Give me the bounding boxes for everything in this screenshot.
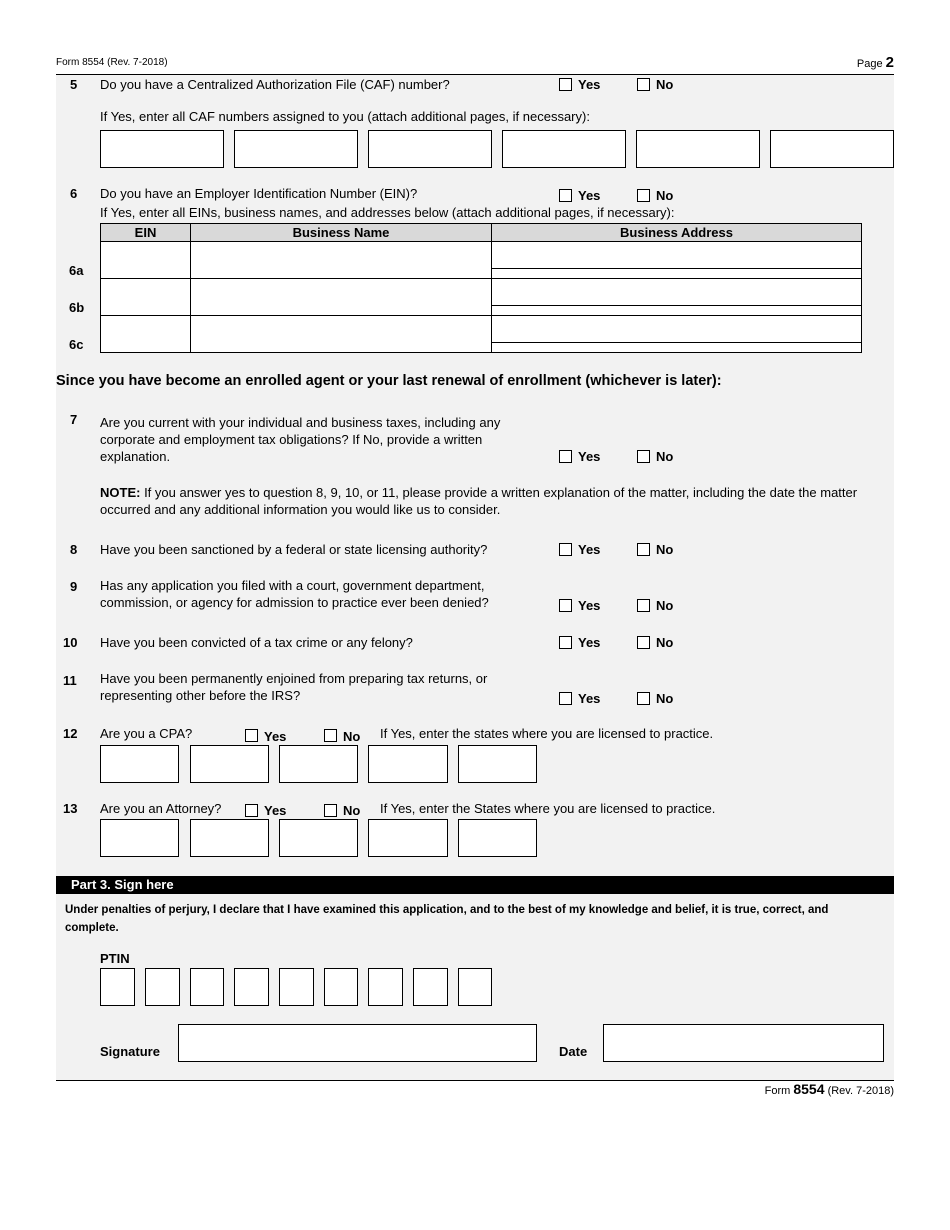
q12-no-checkbox[interactable] (324, 729, 337, 742)
ptin-digit-1[interactable] (100, 968, 135, 1006)
q13-question: Are you an Attorney? (100, 801, 222, 816)
q9-yes-label: Yes (578, 598, 601, 613)
q5-yes-checkbox[interactable] (559, 78, 572, 91)
q13-number: 13 (63, 801, 78, 816)
q13-no-label: No (343, 803, 361, 818)
q7-line-2: corporate and employment tax obligations? If No, provide a written (100, 432, 483, 447)
q6-question: Do you have an Employer Identification Number (EIN)? (100, 186, 418, 201)
ptin-digit-3[interactable] (190, 968, 224, 1006)
q11-yes-checkbox[interactable] (559, 692, 572, 705)
q6-yes-label: Yes (578, 188, 601, 203)
caf-number-field-3[interactable] (368, 130, 492, 168)
business-address-field-6c[interactable] (492, 316, 862, 353)
row-label-6a: 6a (69, 263, 84, 278)
q7-yes-label: Yes (578, 449, 601, 464)
ptin-digit-8[interactable] (413, 968, 448, 1006)
ptin-digit-4[interactable] (234, 968, 269, 1006)
q12-yes-label: Yes (264, 729, 287, 744)
ein-table (100, 223, 862, 353)
cpa-state-field-4[interactable] (368, 745, 448, 783)
q5-yes-label: Yes (578, 77, 601, 92)
table-row (101, 279, 862, 316)
q10-no-checkbox[interactable] (637, 636, 650, 649)
page-number: 2 (885, 54, 894, 71)
ptin-digit-2[interactable] (145, 968, 180, 1006)
q11-no-label: No (656, 691, 674, 706)
perjury-declaration: Under penalties of perjury, I declare that I have examined this application, and to the best of my knowledge and belief, it is true, correct, and complete. (65, 904, 829, 934)
attorney-state-field-1[interactable] (100, 819, 179, 857)
attorney-state-field-4[interactable] (368, 819, 448, 857)
table-row (101, 242, 862, 279)
date-field[interactable] (603, 1024, 884, 1062)
q12-number: 12 (63, 726, 78, 741)
q13-instruction: If Yes, enter the States where you are licensed to practice. (380, 801, 716, 816)
row-label-6c: 6c (69, 337, 84, 352)
business-address-field-6b[interactable] (492, 279, 862, 316)
signature-field[interactable] (178, 1024, 537, 1062)
q7-no-label: No (656, 449, 674, 464)
q6-no-label: No (656, 188, 674, 203)
cpa-state-field-3[interactable] (279, 745, 358, 783)
note-label: NOTE: (100, 485, 141, 500)
ptin-label: PTIN (100, 951, 130, 966)
q7-no-checkbox[interactable] (637, 450, 650, 463)
q12-yes-checkbox[interactable] (245, 729, 258, 742)
part3-header (56, 876, 894, 894)
q9-line-2: commission, or agency for admission to practice ever been denied? (100, 595, 489, 610)
page-indicator (857, 54, 894, 71)
header-rule (56, 74, 894, 75)
q12-question: Are you a CPA? (100, 726, 193, 741)
caf-number-field-6[interactable] (770, 130, 894, 168)
q5-question: Do you have a Centralized Authorization File (CAF) number? (100, 77, 450, 92)
q12-instruction: If Yes, enter the states where you are licensed to practice. (380, 726, 714, 741)
ein-field-6a[interactable] (101, 242, 191, 279)
q9-question (100, 577, 537, 611)
q9-number: 9 (70, 579, 78, 594)
q10-number: 10 (63, 635, 78, 650)
q8-number: 8 (70, 542, 78, 557)
cpa-state-field-5[interactable] (458, 745, 537, 783)
q5-no-label: No (656, 77, 674, 92)
footer-revision: (Rev. 7-2018) (827, 1085, 894, 1097)
q9-no-checkbox[interactable] (637, 599, 650, 612)
q7-line-1: Are you current with your individual and business taxes, including any (100, 415, 501, 430)
row-label-6b: 6b (69, 300, 85, 315)
col-ein: EIN (101, 224, 191, 242)
q8-no-label: No (656, 542, 674, 557)
q9-line-1: Has any application you filed with a court, government department, (100, 578, 485, 593)
footer-form-word: Form (764, 1085, 791, 1097)
footer-form-number: 8554 (793, 1081, 825, 1097)
q13-yes-checkbox[interactable] (245, 804, 258, 817)
q10-no-label: No (656, 635, 674, 650)
q7-question (100, 414, 537, 465)
business-name-field-6c[interactable] (191, 316, 492, 353)
q11-no-checkbox[interactable] (637, 692, 650, 705)
q11-question (100, 670, 537, 704)
caf-number-field-5[interactable] (636, 130, 760, 168)
cpa-state-field-1[interactable] (100, 745, 179, 783)
col-business-address: Business Address (492, 224, 862, 242)
q11-yes-label: Yes (578, 691, 601, 706)
date-label: Date (559, 1044, 588, 1059)
part3-title: Part 3. Sign here (71, 877, 174, 892)
q10-yes-label: Yes (578, 635, 601, 650)
form-id: Form 8554 (Rev. 7-2018) (56, 57, 168, 68)
ein-table-header (101, 224, 862, 242)
q8-yes-label: Yes (578, 542, 601, 557)
signature-label: Signature (100, 1044, 160, 1059)
caf-number-field-2[interactable] (234, 130, 358, 168)
q9-no-label: No (656, 598, 674, 613)
page-label: Page (856, 58, 883, 70)
ein-field-6b[interactable] (101, 279, 191, 316)
col-business-name: Business Name (191, 224, 492, 242)
q13-no-checkbox[interactable] (324, 804, 337, 817)
q6-instruction: If Yes, enter all EINs, business names, and addresses below (attach additional pages, if necessary): (100, 205, 675, 220)
q5-number: 5 (70, 77, 78, 92)
ptin-digit-5[interactable] (279, 968, 314, 1006)
ptin-digit-7[interactable] (368, 968, 403, 1006)
ptin-digit-6[interactable] (324, 968, 358, 1006)
table-row (101, 316, 862, 353)
attorney-state-field-2[interactable] (190, 819, 269, 857)
q10-yes-checkbox[interactable] (559, 636, 572, 649)
business-address-field-6a[interactable] (492, 242, 862, 279)
q5-no-checkbox[interactable] (637, 78, 650, 91)
q6-yes-checkbox[interactable] (559, 189, 572, 202)
q11-number: 11 (63, 673, 77, 688)
q7-yes-checkbox[interactable] (559, 450, 572, 463)
q11-line-1: Have you been permanently enjoined from preparing tax returns, or (100, 671, 488, 686)
q9-yes-checkbox[interactable] (559, 599, 572, 612)
q11-line-2: representing other before the IRS? (100, 688, 301, 703)
section-heading: Since you have become an enrolled agent or your last renewal of enrollment (whichever is later): (56, 373, 722, 389)
q5-instruction: If Yes, enter all CAF numbers assigned to you (attach additional pages, if necessary): (100, 109, 590, 124)
note-text: If you answer yes to question 8, 9, 10, or 11, please provide a written explanation of the matter, including the date the matter occurred and any additional information you would like us to consider. (100, 485, 858, 517)
q6-no-checkbox[interactable] (637, 189, 650, 202)
q6-number: 6 (70, 186, 78, 201)
note (100, 484, 890, 518)
q12-no-label: No (343, 729, 361, 744)
ptin-digit-9[interactable] (458, 968, 492, 1006)
q8-yes-checkbox[interactable] (559, 543, 572, 556)
ein-field-6c[interactable] (101, 316, 191, 353)
q7-number: 7 (70, 412, 78, 427)
q10-question: Have you been convicted of a tax crime or any felony? (100, 635, 413, 650)
footer-form-id (765, 1081, 894, 1097)
q13-yes-label: Yes (264, 803, 287, 818)
attorney-state-field-3[interactable] (279, 819, 358, 857)
attorney-state-field-5[interactable] (458, 819, 537, 857)
cpa-state-field-2[interactable] (190, 745, 269, 783)
business-name-field-6b[interactable] (191, 279, 492, 316)
caf-number-field-4[interactable] (502, 130, 626, 168)
business-name-field-6a[interactable] (191, 242, 492, 279)
q8-question: Have you been sanctioned by a federal or state licensing authority? (100, 542, 488, 557)
caf-number-field-1[interactable] (100, 130, 224, 168)
q8-no-checkbox[interactable] (637, 543, 650, 556)
q7-line-3: explanation. (100, 449, 171, 464)
